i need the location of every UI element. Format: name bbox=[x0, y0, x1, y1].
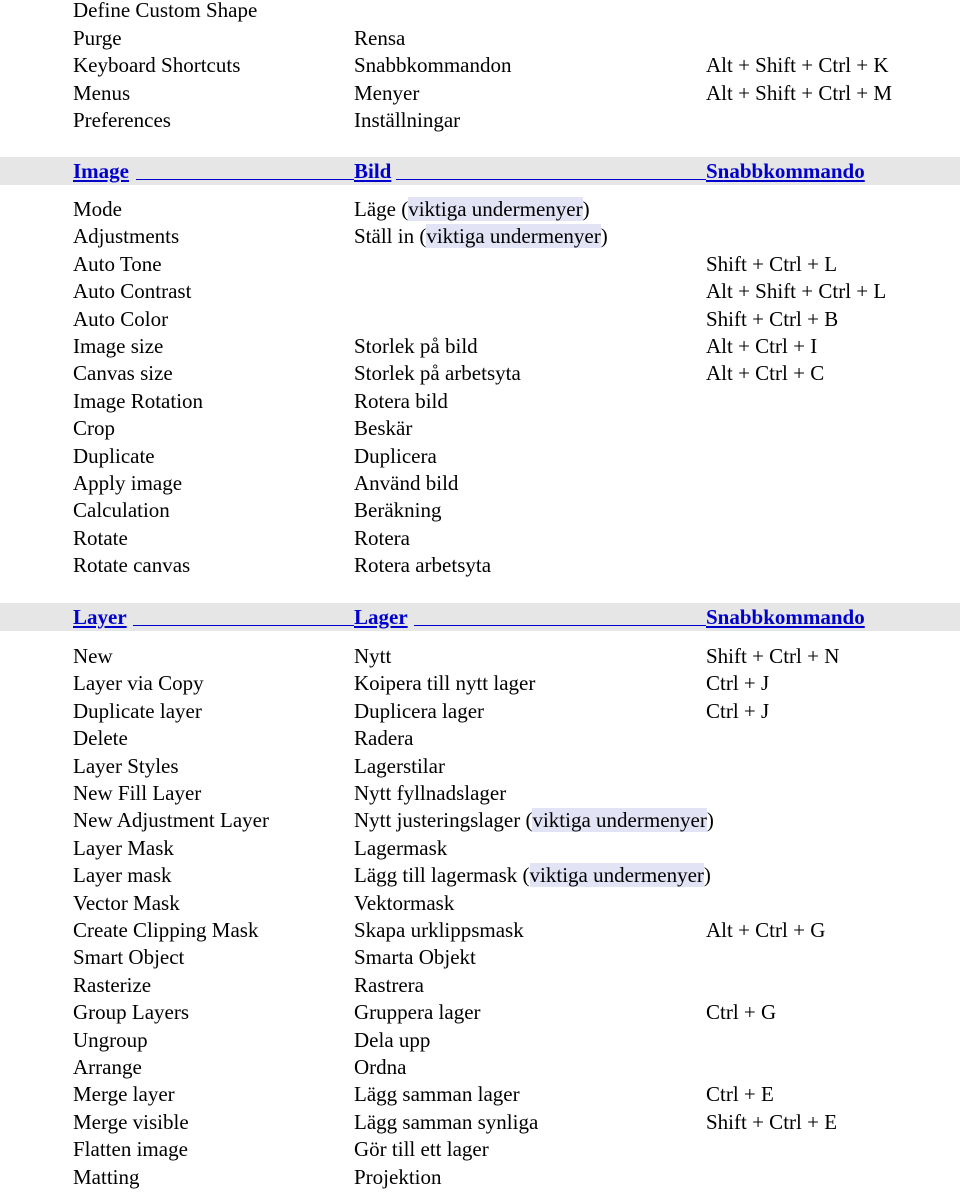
swedish-term bbox=[354, 360, 521, 387]
image-section-header bbox=[0, 157, 960, 185]
table-row bbox=[0, 999, 960, 1026]
swedish-term bbox=[354, 999, 481, 1026]
english-term: Calculation bbox=[73, 498, 170, 523]
swedish-text: Gruppera lager bbox=[354, 1000, 481, 1025]
swedish-term bbox=[354, 1081, 520, 1108]
english-term: Keyboard Shortcuts bbox=[73, 53, 241, 77]
swedish-text-end: ) bbox=[600, 224, 608, 249]
table-row bbox=[0, 333, 960, 360]
swedish-term bbox=[354, 725, 413, 752]
table-row bbox=[0, 415, 960, 442]
shortcut-keys: Alt + Shift + Ctrl + K bbox=[706, 53, 889, 77]
swedish-term bbox=[354, 1027, 430, 1054]
english-term: Crop bbox=[73, 416, 115, 441]
swedish-text: Lägg samman lager bbox=[354, 1082, 520, 1107]
swedish-term bbox=[354, 497, 441, 524]
table-row bbox=[0, 917, 960, 944]
header-swedish: Lager bbox=[354, 605, 408, 629]
table-row bbox=[0, 1109, 960, 1136]
table-row bbox=[0, 223, 960, 250]
layer-section-header bbox=[0, 603, 960, 631]
swedish-text: Projektion bbox=[354, 1164, 442, 1189]
swedish-text: Rotera bild bbox=[354, 388, 448, 413]
table-row bbox=[0, 52, 960, 79]
swedish-term bbox=[354, 670, 535, 697]
shortcut-keys: Shift + Ctrl + B bbox=[706, 306, 839, 331]
table-row bbox=[0, 890, 960, 917]
swedish-text: Använd bild bbox=[354, 471, 459, 495]
swedish-text: Rensa bbox=[354, 25, 406, 50]
swedish-text: Skapa urklippsmask bbox=[354, 918, 524, 942]
header-shortcut: Snabbkommando bbox=[706, 159, 865, 183]
submenu-note-highlight: viktiga undermenyer bbox=[529, 863, 704, 888]
swedish-text: Nytt justeringslager ( bbox=[354, 808, 533, 833]
swedish-text: Lägg till lagermask ( bbox=[354, 863, 530, 888]
table-row bbox=[0, 972, 960, 999]
swedish-text: Beskär bbox=[354, 416, 413, 441]
swedish-term bbox=[354, 698, 484, 725]
english-term: Ungroup bbox=[73, 1027, 148, 1052]
table-row bbox=[0, 0, 960, 24]
swedish-text: Duplicera bbox=[354, 443, 437, 468]
table-row bbox=[0, 643, 960, 670]
table-row bbox=[0, 944, 960, 971]
swedish-text: Snabbkommandon bbox=[354, 53, 512, 77]
swedish-text: Lagermask bbox=[354, 835, 448, 860]
header-underline bbox=[396, 179, 706, 180]
swedish-text: Läge ( bbox=[354, 197, 409, 221]
swedish-text: Ställ in ( bbox=[354, 224, 427, 249]
table-row bbox=[0, 107, 960, 134]
swedish-term bbox=[354, 80, 419, 107]
english-term: Preferences bbox=[73, 108, 171, 132]
swedish-text: Smarta Objekt bbox=[354, 945, 476, 970]
swedish-text: Lagerstilar bbox=[354, 753, 445, 778]
swedish-term bbox=[354, 944, 476, 971]
english-term: New Fill Layer bbox=[73, 781, 202, 805]
english-term: Layer via Copy bbox=[73, 671, 204, 696]
english-term: Auto Tone bbox=[73, 251, 162, 276]
swedish-text: Koipera till nytt lager bbox=[354, 671, 536, 696]
english-term: New Adjustment Layer bbox=[73, 808, 269, 833]
swedish-term bbox=[354, 835, 447, 862]
swedish-term bbox=[354, 890, 454, 917]
swedish-text: Dela upp bbox=[354, 1027, 431, 1052]
table-row bbox=[0, 698, 960, 725]
english-term: Auto Color bbox=[73, 306, 169, 331]
swedish-term bbox=[354, 415, 412, 442]
swedish-term bbox=[354, 780, 506, 807]
shortcut-keys: Alt + Shift + Ctrl + M bbox=[706, 80, 893, 105]
swedish-text: Storlek på bild bbox=[354, 334, 478, 358]
swedish-text: Nytt bbox=[354, 644, 392, 668]
table-row bbox=[0, 862, 960, 889]
shortcut-keys: Ctrl + J bbox=[706, 671, 770, 696]
table-row bbox=[0, 1136, 960, 1163]
shortcut-keys: Shift + Ctrl + N bbox=[706, 644, 840, 668]
table-row bbox=[0, 780, 960, 807]
table-row bbox=[0, 1054, 960, 1081]
swedish-text-end: ) bbox=[703, 863, 711, 888]
swedish-text: Duplicera lager bbox=[354, 698, 485, 723]
english-term: New bbox=[73, 644, 113, 668]
english-term: Merge visible bbox=[73, 1109, 189, 1134]
swedish-term bbox=[354, 1136, 489, 1163]
english-term: Rotate canvas bbox=[73, 553, 191, 578]
swedish-term bbox=[354, 470, 458, 497]
shortcut-keys: Alt + Shift + Ctrl + L bbox=[706, 279, 887, 304]
english-term: Menus bbox=[73, 80, 131, 105]
table-row bbox=[0, 753, 960, 780]
english-term: Layer mask bbox=[73, 863, 172, 888]
table-row bbox=[0, 1164, 960, 1191]
english-term: Merge layer bbox=[73, 1082, 175, 1107]
shortcut-keys: Ctrl + J bbox=[706, 698, 770, 723]
swedish-term bbox=[354, 25, 405, 52]
english-term: Smart Object bbox=[73, 945, 185, 970]
header-english: Image bbox=[73, 159, 129, 183]
swedish-text: Radera bbox=[354, 726, 414, 751]
english-term: Rotate bbox=[73, 525, 128, 550]
header-underline bbox=[136, 179, 354, 180]
table-row bbox=[0, 552, 960, 579]
english-term: Arrange bbox=[73, 1055, 142, 1079]
table-row bbox=[0, 251, 960, 278]
swedish-text-end: ) bbox=[582, 197, 590, 221]
table-row bbox=[0, 835, 960, 862]
table-row bbox=[0, 25, 960, 52]
swedish-text: Rotera bbox=[354, 525, 410, 550]
shortcut-keys: Ctrl + G bbox=[706, 1000, 777, 1025]
swedish-term bbox=[354, 917, 524, 944]
swedish-text: Rotera arbetsyta bbox=[354, 553, 492, 578]
swedish-term bbox=[354, 443, 437, 470]
table-row bbox=[0, 388, 960, 415]
table-row bbox=[0, 807, 960, 834]
english-term: Define Custom Shape bbox=[73, 0, 258, 22]
swedish-term bbox=[354, 862, 711, 889]
swedish-term bbox=[354, 1054, 406, 1081]
swedish-term bbox=[354, 196, 590, 223]
english-term: Duplicate bbox=[73, 443, 155, 468]
swedish-term bbox=[354, 807, 714, 834]
table-row bbox=[0, 443, 960, 470]
header-underline bbox=[414, 625, 706, 626]
swedish-text: Ordna bbox=[354, 1055, 407, 1079]
table-row bbox=[0, 470, 960, 497]
swedish-term bbox=[354, 388, 448, 415]
header-shortcut: Snabbkommando bbox=[706, 605, 865, 629]
english-term: Adjustments bbox=[73, 224, 180, 249]
english-term: Image Rotation bbox=[73, 388, 204, 413]
shortcut-keys: Ctrl + E bbox=[706, 1082, 774, 1107]
swedish-term bbox=[354, 223, 608, 250]
table-row bbox=[0, 306, 960, 333]
submenu-note-highlight: viktiga undermenyer bbox=[532, 808, 707, 833]
submenu-note-highlight: viktiga undermenyer bbox=[408, 197, 583, 221]
english-term: Layer Mask bbox=[73, 835, 174, 860]
swedish-term bbox=[354, 1109, 538, 1136]
english-term: Create Clipping Mask bbox=[73, 918, 259, 942]
swedish-term bbox=[354, 753, 445, 780]
swedish-term bbox=[354, 107, 460, 134]
shortcut-keys: Shift + Ctrl + E bbox=[706, 1109, 838, 1134]
english-term: Layer Styles bbox=[73, 753, 179, 778]
swedish-text: Lägg samman synliga bbox=[354, 1109, 539, 1134]
table-row bbox=[0, 1081, 960, 1108]
swedish-term bbox=[354, 1164, 442, 1191]
english-term: Purge bbox=[73, 25, 122, 50]
table-row bbox=[0, 278, 960, 305]
submenu-note-highlight: viktiga undermenyer bbox=[426, 224, 601, 249]
swedish-text: Nytt fyllnadslager bbox=[354, 781, 507, 805]
table-row bbox=[0, 670, 960, 697]
swedish-term bbox=[354, 525, 410, 552]
swedish-term bbox=[354, 972, 424, 999]
swedish-term bbox=[354, 643, 391, 670]
swedish-text: Rastrera bbox=[354, 972, 424, 997]
shortcut-keys: Alt + Ctrl + I bbox=[706, 334, 818, 358]
english-term: Image size bbox=[73, 334, 164, 358]
header-swedish: Bild bbox=[354, 159, 392, 183]
english-term: Flatten image bbox=[73, 1137, 188, 1162]
swedish-text: Storlek på arbetsyta bbox=[354, 361, 521, 386]
table-row bbox=[0, 525, 960, 552]
english-term: Auto Contrast bbox=[73, 279, 192, 304]
english-term: Delete bbox=[73, 726, 128, 751]
english-term: Mode bbox=[73, 197, 122, 221]
swedish-text-end: ) bbox=[706, 808, 714, 833]
english-term: Group Layers bbox=[73, 1000, 190, 1025]
swedish-text: Vektormask bbox=[354, 890, 455, 915]
shortcut-keys: Alt + Ctrl + G bbox=[706, 918, 826, 942]
english-term: Apply image bbox=[73, 471, 183, 495]
swedish-text: Gör till ett lager bbox=[354, 1137, 489, 1162]
table-row bbox=[0, 360, 960, 387]
english-term: Duplicate layer bbox=[73, 698, 202, 723]
table-row bbox=[0, 1027, 960, 1054]
table-row bbox=[0, 196, 960, 223]
english-term: Rasterize bbox=[73, 972, 152, 997]
english-term: Vector Mask bbox=[73, 890, 180, 915]
english-term: Matting bbox=[73, 1164, 140, 1189]
swedish-text: Beräkning bbox=[354, 498, 442, 523]
table-row bbox=[0, 725, 960, 752]
swedish-text: Menyer bbox=[354, 80, 420, 105]
header-english: Layer bbox=[73, 605, 127, 629]
shortcut-keys: Alt + Ctrl + C bbox=[706, 361, 825, 386]
swedish-term bbox=[354, 552, 491, 579]
english-term: Canvas size bbox=[73, 361, 173, 386]
table-row bbox=[0, 80, 960, 107]
shortcut-keys: Shift + Ctrl + L bbox=[706, 251, 838, 276]
table-row bbox=[0, 497, 960, 524]
header-underline bbox=[133, 625, 354, 626]
swedish-term bbox=[354, 333, 478, 360]
swedish-text: Inställningar bbox=[354, 108, 461, 132]
swedish-term bbox=[354, 52, 512, 79]
